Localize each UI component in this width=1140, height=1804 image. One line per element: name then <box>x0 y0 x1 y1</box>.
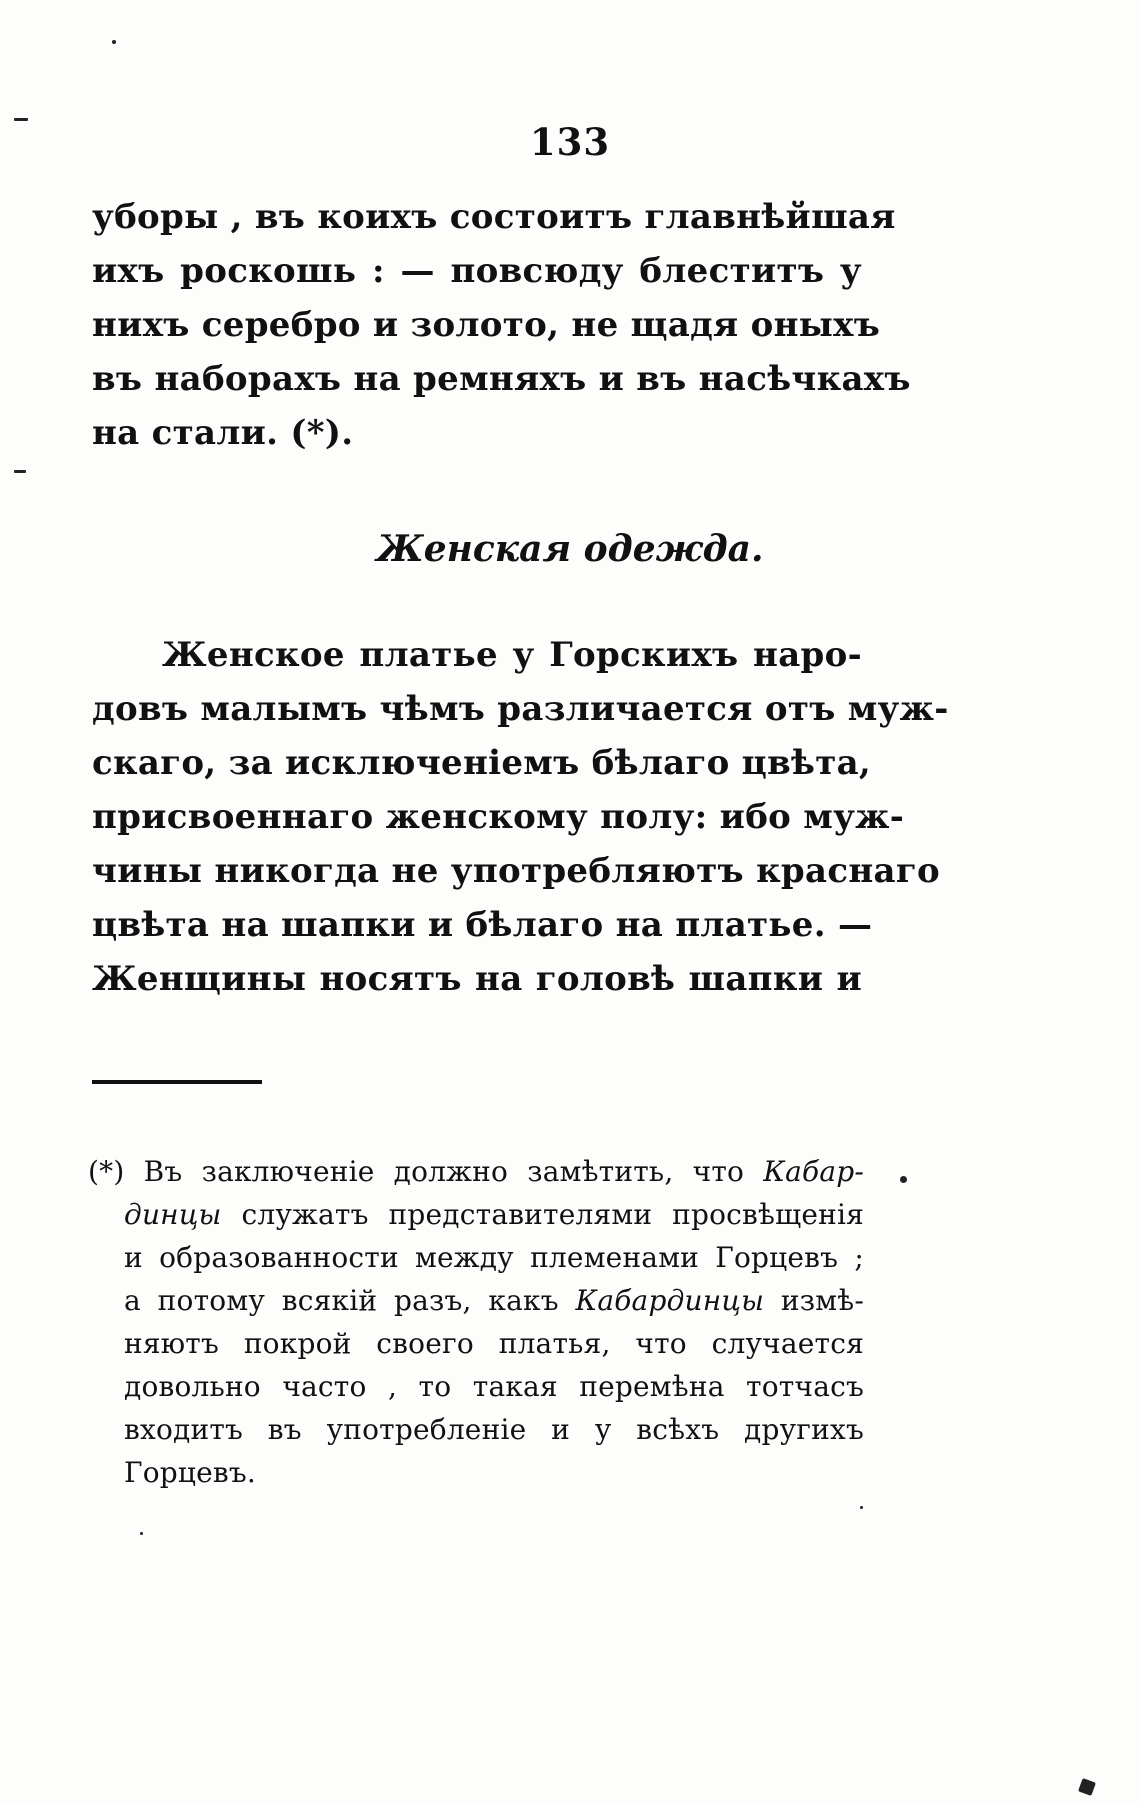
paragraph-line: Женщины носятъ на головѣ шапки и <box>92 959 862 999</box>
section-heading: Женская одежда. <box>376 528 764 570</box>
footnote-text: а потому всякій разъ, какъ <box>124 1284 576 1317</box>
paragraph-line: скаго, за исключеніемъ бѣлаго цвѣта, <box>92 743 872 783</box>
footnote-text: Въ заключеніе должно замѣтить, что <box>143 1155 764 1188</box>
paragraph-line: Женское платье у Горскихъ наро- <box>162 635 862 675</box>
top-paragraph <box>92 190 911 460</box>
main-paragraph <box>92 628 949 1006</box>
footnote-italic: динцы <box>124 1198 222 1231</box>
paragraph-line: ихъ роскошь : — повсюду блеститъ у <box>92 251 862 291</box>
scan-speck <box>900 1176 907 1183</box>
footnote-marker: (*) <box>88 1155 125 1188</box>
page-number: 133 <box>529 120 611 164</box>
paragraph-line: цвѣта на шапки и бѣлаго на платье. — <box>92 905 873 945</box>
paragraph-line: нихъ серебро и золото, не щадя оныхъ <box>92 305 881 345</box>
footnote-separator <box>92 1080 262 1084</box>
paragraph-line: чины никогда не употребляютъ краснаго <box>92 851 940 891</box>
footnote-line <box>88 1279 864 1322</box>
paragraph-line: на стали. (*). <box>92 413 354 453</box>
scan-speck <box>14 470 26 473</box>
paragraph-line: присвоеннаго женскому полу: ибо муж- <box>92 797 905 837</box>
footnote <box>88 1150 864 1494</box>
footnote-text: служатъ представителями просвѣщенія <box>221 1198 864 1231</box>
footnote-italic: Кабардинцы <box>575 1284 765 1317</box>
scan-speck <box>140 1532 143 1535</box>
footnote-line: Горцевъ. <box>124 1456 256 1489</box>
scan-speck <box>1078 1778 1096 1796</box>
footnote-line: няютъ покрой своего платья, что случается <box>124 1327 864 1360</box>
scan-speck <box>14 118 28 121</box>
paragraph-line: въ наборахъ на ремняхъ и въ насѣчкахъ <box>92 359 911 399</box>
footnote-line: входитъ въ употребленіе и у всѣхъ другихъ <box>124 1413 864 1446</box>
paragraph-line: довъ малымъ чѣмъ различается отъ муж- <box>92 689 949 729</box>
paragraph-line: уборы , въ коихъ состоитъ главнѣйшая <box>92 197 896 237</box>
scan-speck <box>112 40 116 44</box>
scan-speck <box>860 1506 863 1509</box>
footnote-italic: Кабар- <box>763 1155 864 1188</box>
footnote-line <box>88 1193 864 1236</box>
footnote-line: и образованности между племенами Горцевъ ; <box>124 1241 864 1274</box>
footnote-line: довольно часто , то такая перемѣна тотчасъ <box>124 1370 864 1403</box>
footnote-text: измѣ- <box>764 1284 864 1317</box>
footnote-line <box>88 1150 864 1193</box>
